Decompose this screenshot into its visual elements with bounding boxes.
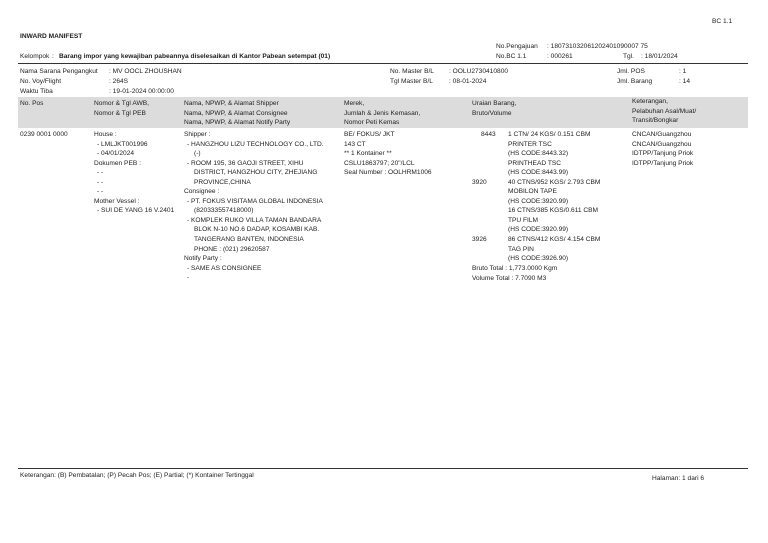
goods-line: TPU FILM (508, 216, 539, 224)
party-line: Shipper : (184, 131, 211, 138)
divider-top (18, 63, 748, 64)
hs-code: 3920 (472, 178, 487, 186)
th-parties (184, 100, 290, 129)
keterangan-line: CNCAN/Guangzhou (632, 131, 692, 138)
goods-desc (508, 236, 600, 265)
party-line: - PT. FOKUS VISITAMA GLOBAL INDONESIA (187, 197, 323, 205)
party-line: - SAME AS CONSIGNEE (187, 264, 262, 272)
hs-code: 8443 (481, 131, 496, 138)
party-line: - (187, 274, 190, 282)
merek-line: BE/ FOKUS/ JKT (344, 131, 395, 138)
divider-bottom (18, 468, 748, 469)
hs-code: 3926 (472, 236, 487, 243)
jml-pos-value: : 1 (679, 68, 687, 75)
party-line: BLOK N-10 NO.6 DADAP, KOSAMBI KAB. (194, 226, 320, 234)
kelompok-value: Barang impor yang kewajiban pabeannya diselesaikan di Kantor Pabean setempat (01) (59, 53, 331, 60)
party-line: - HANGZHOU LIZU TECHNOLOGY CO., LTD. (187, 140, 324, 148)
merek-line: 143 CT (344, 140, 366, 148)
tgl-master-label: Tgl Master B/L (390, 78, 433, 85)
party-line: DISTRICT, HANGZHOU CITY, ZHEJIANG (194, 169, 318, 177)
merek-line: Seal Number : OOLHRM1006 (344, 169, 432, 177)
row-parties (184, 131, 324, 284)
voy-label: No. Voy/Flight (20, 78, 62, 85)
keterangan-line: IDTPP/Tanjung Priok (632, 159, 694, 167)
footer-halaman: Halaman: 1 dari 6 (652, 475, 705, 482)
sarana-value: : MV OOCL ZHOUSHAN (109, 68, 182, 75)
waktu-label: Waktu Tiba (20, 88, 53, 95)
goods-line: (HS CODE:3926.90) (508, 255, 569, 263)
jml-barang-label: Jml. Barang (617, 78, 653, 85)
th-uraian-line: Uraian Barang, (472, 100, 517, 107)
awb-line: - - (97, 178, 104, 186)
goods-line: 86 CTNS/412 KGS/ 4.154 CBM (508, 236, 601, 243)
goods-line: 40 CTNS/952 KGS/ 2.793 CBM (508, 178, 601, 186)
tgl-value: : 18/01/2024 (641, 53, 678, 60)
bruto-total: Bruto Total : 1,773.0000 Kgm (472, 265, 558, 272)
th-merek-line: Merek, (344, 100, 365, 107)
goods-line: 16 CTNS/385 KGS/0.611 CBM (508, 207, 599, 215)
th-awb-line: Nomor & Tgl PEB (94, 109, 146, 117)
th-merek-line: Jumlah & Jenis Kemasan, (344, 109, 421, 117)
row-keterangan (632, 131, 693, 169)
footer-keterangan: Keterangan: (B) Pembatalan; (P) Pecah Pos; (E) Partial; (*) Kontainer Tertinggal (20, 472, 254, 479)
awb-line: - 04/01/2024 (97, 150, 135, 158)
goods-desc (508, 179, 600, 236)
party-line: Consignee : (184, 188, 220, 196)
jml-pos-label: Jml. POS (617, 68, 645, 75)
row-merek (344, 131, 432, 179)
volume-total: Volume Total : 7.7090 M3 (472, 275, 547, 282)
goods-line: (HS CODE:3920.99) (508, 226, 569, 234)
th-uraian (472, 100, 516, 119)
th-keterangan-line: Pelabuhan Asal/Muat/ (632, 107, 697, 115)
merek-line: ** 1 Kontainer ** (344, 150, 392, 158)
party-line: (820333557418000) (194, 207, 254, 215)
party-line: - KOMPLEK RUKO VILLA TAMAN BANDARA (187, 216, 322, 224)
row-awb (94, 131, 174, 217)
th-merek (344, 100, 420, 129)
goods-line: MOBILON TAPE (508, 188, 557, 196)
party-line: - ROOM 195, 36 GAOJI STREET, XIHU (187, 159, 304, 167)
tgl-master-value: : 08-01-2024 (449, 78, 487, 85)
awb-line: Dokumen PEB : (94, 159, 141, 167)
th-keterangan (632, 98, 696, 127)
master-bl-label: No. Master B/L (390, 68, 434, 75)
th-no-pos: No. Pos (20, 100, 44, 107)
master-bl-value: : OOLU2730410800 (449, 68, 509, 75)
awb-line: Mother Vessel : (94, 197, 140, 205)
th-parties-line: Nama, NPWP, & Alamat Shipper (184, 100, 279, 107)
awb-line: - SUI DE YANG 16 V.2401 (97, 207, 175, 215)
party-line: PROVINCE,CHINA (194, 178, 251, 186)
goods-line: (HS CODE:8443.99) (508, 169, 569, 177)
th-uraian-line: Bruto/Volume (472, 109, 512, 117)
goods-line: PRINTER TSC (508, 140, 552, 148)
goods-line: 1 CTN/ 24 KGS/ 0.151 CBM (508, 131, 591, 138)
kelompok-label: Kelompok (20, 53, 50, 60)
th-keterangan-line: Transit/Bongkar (632, 117, 679, 125)
th-merek-line: Nomor Peti Kemas (344, 119, 400, 127)
row-no-pos: 0239 0001 0000 (20, 131, 68, 138)
party-line: TANGERANG BANTEN, INDONESIA (194, 236, 304, 244)
party-line: PHONE : (021) 29620587 (194, 245, 270, 253)
keterangan-line: CNCAN/Guangzhou (632, 140, 692, 148)
no-bc-label: No.BC 1.1 (496, 53, 527, 60)
th-parties-line: Nama, NPWP, & Alamat Consignee (184, 109, 288, 117)
sarana-label: Nama Sarana Pengangkut (20, 68, 98, 75)
no-pengajuan-label: No.Pengajuan (496, 43, 538, 50)
th-parties-line: Nama, NPWP, & Alamat Notify Party (184, 119, 291, 127)
no-bc-value: : 000261 (547, 53, 573, 60)
no-pengajuan-value: : 180731032061202401090007 75 (547, 43, 648, 50)
doc-title: INWARD MANIFEST (20, 33, 83, 40)
kelompok-colon: : (52, 53, 54, 60)
awb-line: - - (97, 188, 104, 196)
awb-line: - LMLJKT001996 (97, 140, 148, 148)
goods-line: PRINTHEAD TSC (508, 159, 562, 167)
party-line: Notify Party : (184, 255, 222, 263)
goods-desc (508, 131, 590, 179)
th-awb (94, 100, 149, 119)
merek-line: CSLU1863797; 20"/LCL (344, 159, 415, 167)
th-keterangan-line: Keterangan, (632, 98, 668, 105)
awb-line: House : (94, 131, 117, 138)
doc-code: BC 1.1 (712, 18, 733, 25)
goods-line: (HS CODE:8443.32) (508, 150, 569, 158)
tgl-label: Tgl. (623, 53, 634, 60)
voy-value: : 264S (109, 78, 129, 85)
party-line: (-) (194, 150, 201, 158)
waktu-value: : 19-01-2024 00:00:00 (109, 88, 174, 95)
th-awb-line: Nomor & Tgl AWB, (94, 100, 149, 107)
goods-line: TAG PIN (508, 245, 534, 253)
jml-barang-value: : 14 (679, 78, 690, 85)
goods-line: (HS CODE:3920.99) (508, 197, 569, 205)
awb-line: - - (97, 169, 104, 177)
keterangan-line: IDTPP/Tanjung Priok (632, 150, 694, 158)
